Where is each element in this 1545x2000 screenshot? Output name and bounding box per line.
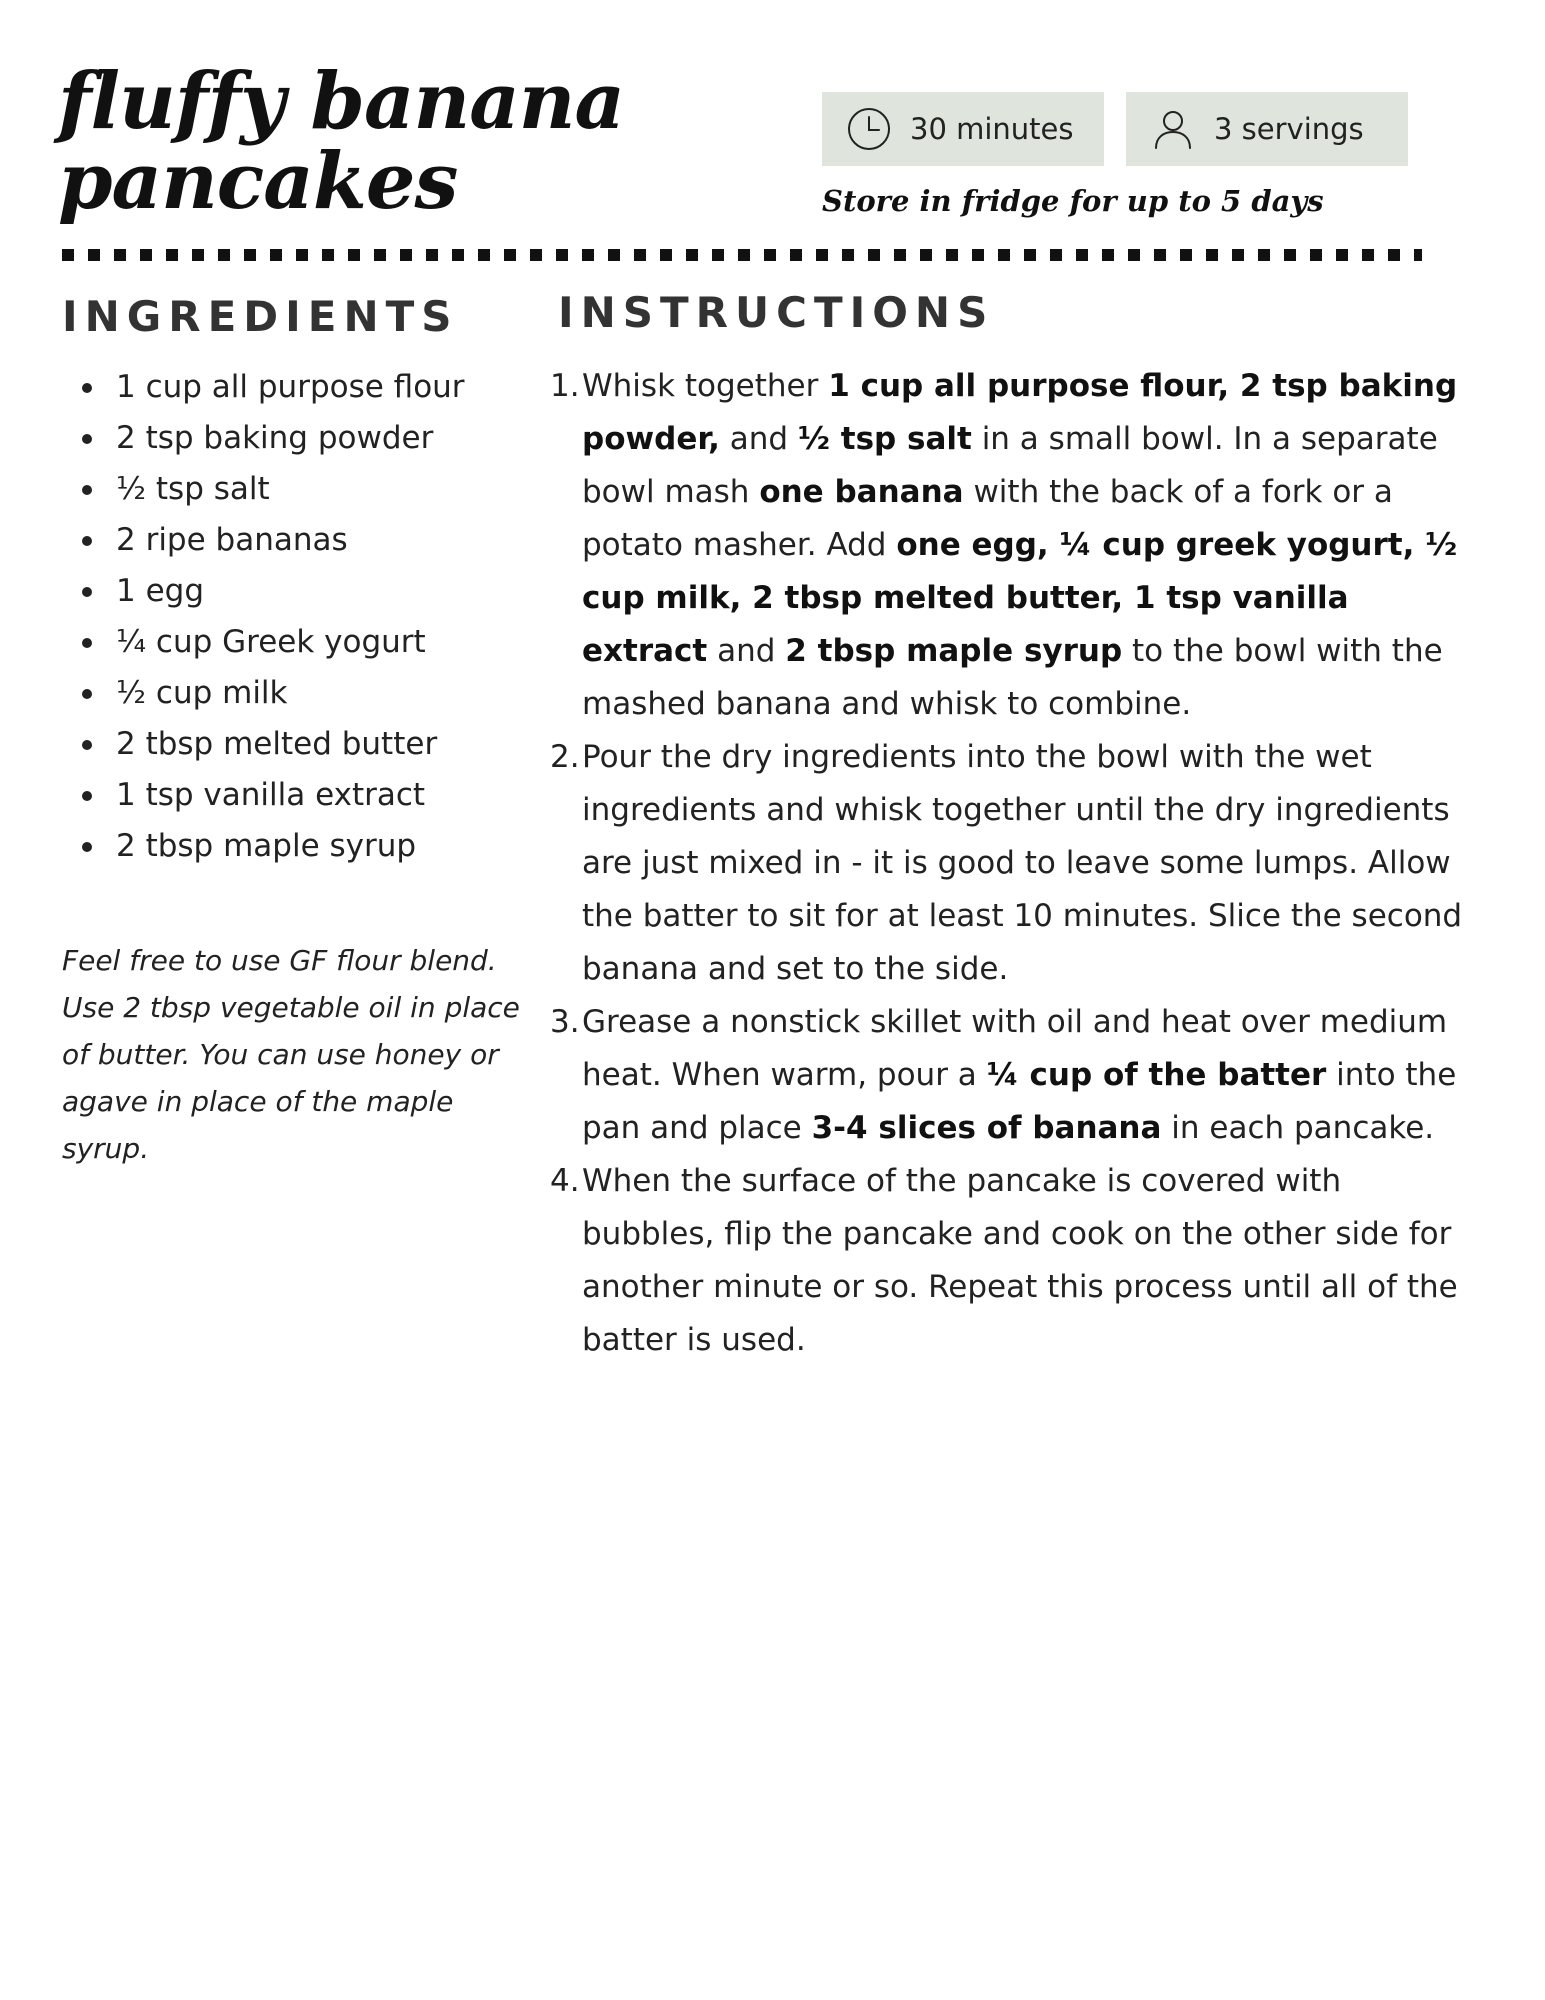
ingredient-item: 2 tbsp melted butter: [62, 719, 522, 770]
step-text: in each pancake.: [1161, 1110, 1435, 1146]
ingredient-item: 2 tsp baking powder: [62, 413, 522, 464]
ingredients-heading: INGREDIENTS: [62, 292, 459, 341]
ingredient-item: 2 ripe bananas: [62, 515, 522, 566]
step-text-bold: ½ tsp salt: [797, 421, 972, 457]
person-icon: [1150, 106, 1196, 152]
ingredient-item: 1 cup all purpose flour: [62, 362, 522, 413]
step-text-bold: 2 tbsp maple syrup: [785, 633, 1123, 669]
step-text: in a small bowl. In a separate bowl mash: [582, 421, 1438, 510]
step-text: into the pan and place: [582, 1057, 1457, 1146]
step-text: with the back of a fork or a potato masher. Add: [582, 474, 1393, 563]
instruction-step: [548, 1155, 1478, 1367]
time-label: 30 minutes: [910, 112, 1074, 146]
step-text: and: [707, 633, 786, 669]
servings-label: 3 servings: [1214, 112, 1364, 146]
ingredient-item: 1 egg: [62, 566, 522, 617]
time-badge: [822, 92, 1104, 166]
step-text: When the surface of the pancake is covered with bubbles, flip the pancake and cook on the other side for another minute or so. Repeat this process until all of the batter is used.: [582, 1163, 1458, 1358]
step-number: 4.: [550, 1163, 580, 1199]
step-number: 1.: [550, 368, 580, 404]
clock-icon: [846, 106, 892, 152]
step-text-bold: 1 cup all purpose flour, 2 tsp baking powder,: [582, 368, 1458, 457]
instruction-step: [548, 731, 1478, 996]
step-number: 3.: [550, 1004, 580, 1040]
step-text-bold: one egg, ¼ cup greek yogurt, ½ cup milk, 2 tbsp melted butter, 1 tsp vanilla extract: [582, 527, 1458, 669]
step-text: to the bowl with the mashed banana and whisk to combine.: [582, 633, 1443, 722]
step-number: 2.: [550, 739, 580, 775]
recipe-title: fluffy banana pancakes: [58, 56, 625, 227]
step-text-bold: ¼ cup of the batter: [986, 1057, 1327, 1093]
instruction-step: [548, 996, 1478, 1155]
ingredient-item: ½ tsp salt: [62, 464, 522, 515]
storage-note: Store in fridge for up to 5 days: [822, 184, 1324, 218]
step-text: Grease a nonstick skillet with oil and heat over medium heat. When warm, pour a: [582, 1004, 1448, 1093]
servings-badge: [1126, 92, 1408, 166]
ingredient-item: ½ cup milk: [62, 668, 522, 719]
step-text-bold: 3-4 slices of banana: [811, 1110, 1162, 1146]
instructions-heading: INSTRUCTIONS: [558, 288, 995, 337]
substitution-note: Feel free to use GF flour blend. Use 2 tbsp vegetable oil in place of butter. You can use honey or agave in place of the maple syrup.: [62, 944, 520, 1165]
step-text: Pour the dry ingredients into the bowl with the wet ingredients and whisk together until the dry ingredients are just mixed in - it is good to leave some lumps. Allow the batter to sit for at least 10 minutes. Slice the second banana and set to the side.: [582, 739, 1463, 987]
dotted-divider: [62, 249, 1422, 261]
instructions-list: [548, 360, 1478, 1367]
step-text: Whisk together: [582, 368, 829, 404]
ingredients-list: [62, 362, 522, 872]
instruction-step: [548, 360, 1478, 731]
ingredient-item: ¼ cup Greek yogurt: [62, 617, 522, 668]
ingredient-item: 1 tsp vanilla extract: [62, 770, 522, 821]
ingredient-item: 2 tbsp maple syrup: [62, 821, 522, 872]
step-text: and: [719, 421, 798, 457]
step-text-bold: one banana: [759, 474, 964, 510]
